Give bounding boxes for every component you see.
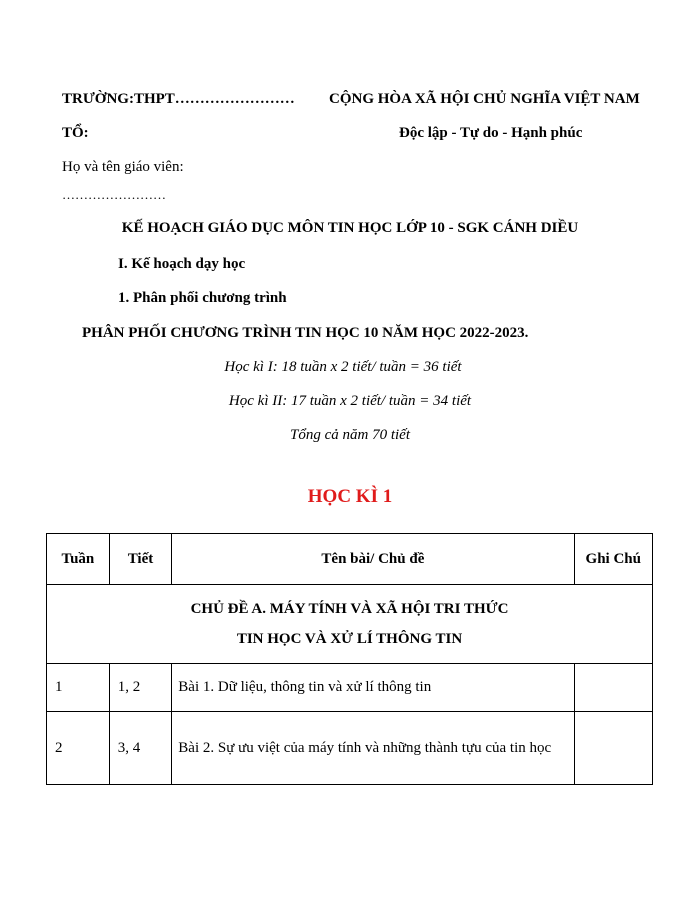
semester1-info: Học kì I: 18 tuần x 2 tiết/ tuần = 36 tiết — [224, 359, 462, 375]
school-name: TRƯỜNG:THPT…………………… — [62, 91, 295, 107]
topic-title: CHỦ ĐỀ A. MÁY TÍNH VÀ XÃ HỘI TRI THỨC — [190, 601, 509, 617]
cell-lesson-title: Bài 2. Sự ưu việt của máy tính và những thành tựu của tin học — [172, 712, 574, 785]
table-row — [47, 664, 653, 712]
header-week: Tuần — [47, 534, 110, 585]
republic-name: CỘNG HÒA XÃ HỘI CHỦ NGHĨA VIỆT NAM — [329, 91, 640, 107]
cell-week: 2 — [47, 712, 110, 785]
cell-lesson-title: Bài 1. Dữ liệu, thông tin và xử lí thông tin — [172, 664, 574, 712]
header-period: Tiết — [109, 534, 172, 585]
semester-heading: HỌC KÌ 1 — [307, 486, 393, 507]
section-heading: I. Kế hoạch dạy học — [118, 256, 246, 272]
document-title: KẾ HOẠCH GIÁO DỤC MÔN TIN HỌC LỚP 10 - SGK CÁNH DIỀU — [121, 220, 579, 236]
program-title: PHÂN PHỐI CHƯƠNG TRÌNH TIN HỌC 10 NĂM HỌC 2022-2023. — [82, 325, 529, 341]
cell-week: 1 — [47, 664, 110, 712]
table-header-row — [47, 534, 653, 585]
topic-row — [47, 585, 653, 664]
cell-note — [574, 712, 652, 785]
teacher-label: Họ và tên giáo viên: — [62, 159, 184, 175]
header-title: Tên bài/ Chủ đề — [172, 534, 574, 585]
topic-cell — [47, 585, 653, 664]
teacher-name-blank: …………………… — [62, 187, 166, 202]
total-periods-info: Tổng cả năm 70 tiết — [290, 427, 410, 443]
subsection-heading: 1. Phân phối chương trình — [118, 290, 287, 306]
national-motto: Độc lập - Tự do - Hạnh phúc — [399, 125, 583, 141]
semester2-info: Học kì II: 17 tuần x 2 tiết/ tuần = 34 tiết — [228, 393, 472, 409]
header-note: Ghi Chú — [574, 534, 652, 585]
cell-period: 3, 4 — [109, 712, 172, 785]
topic-subtitle: TIN HỌC VÀ XỬ LÍ THÔNG TIN — [236, 631, 463, 647]
table-row — [47, 712, 653, 785]
group-label: TỔ: — [62, 125, 89, 141]
curriculum-table — [46, 533, 653, 785]
cell-note — [574, 664, 652, 712]
cell-period: 1, 2 — [109, 664, 172, 712]
